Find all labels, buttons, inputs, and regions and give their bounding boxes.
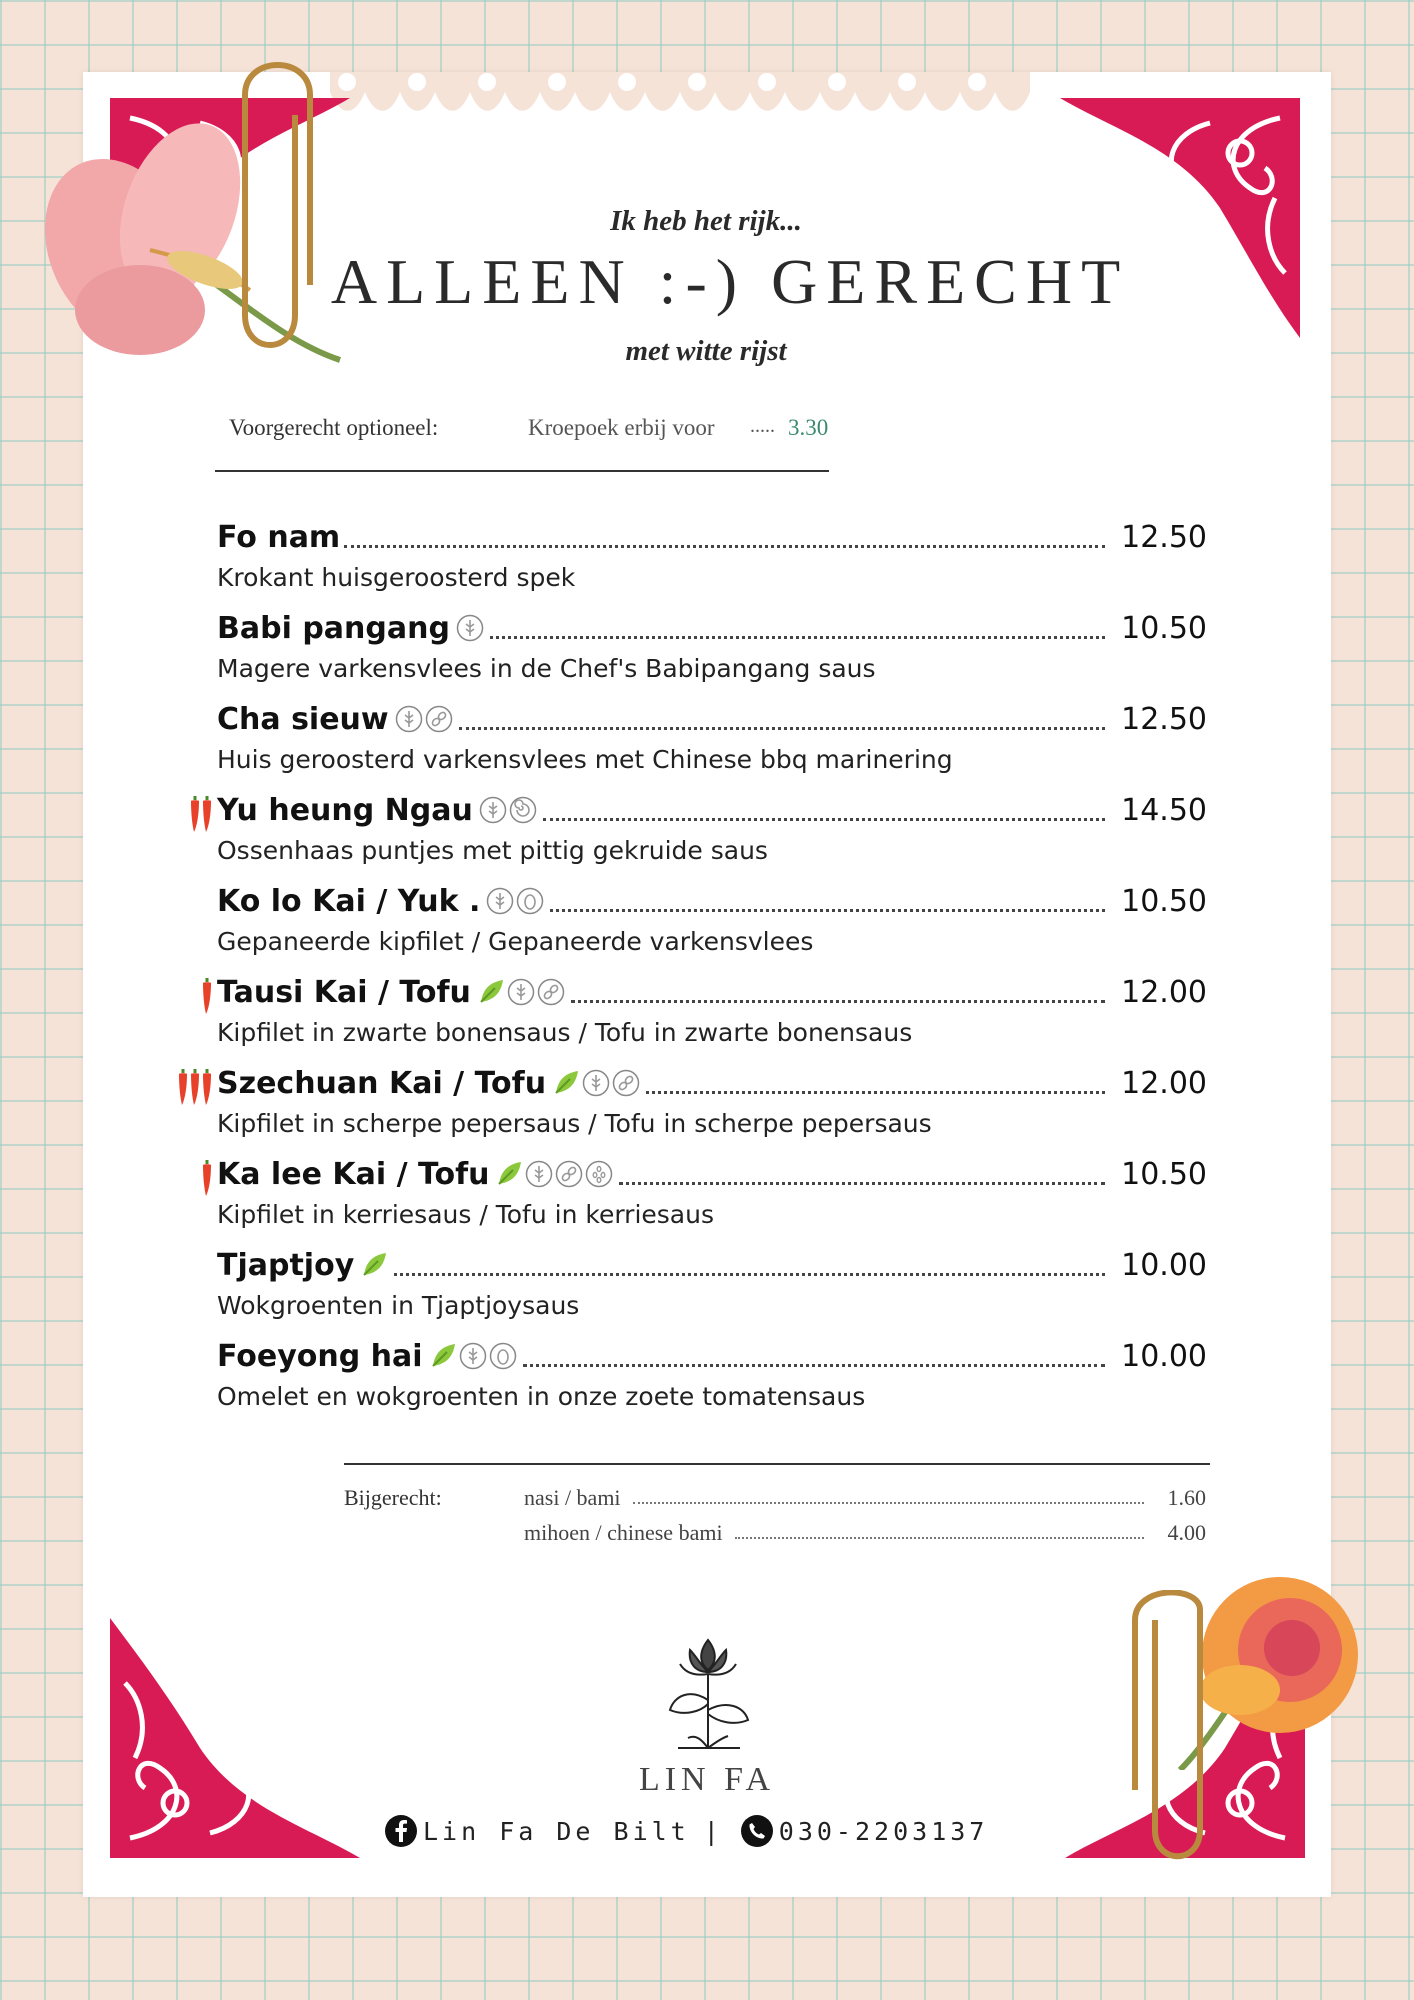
menu-item-price: 10.50 xyxy=(1121,1156,1207,1192)
menu-item xyxy=(217,1150,1207,1241)
menu-item-description: Kipfilet in kerriesaus / Tofu in kerriesaus xyxy=(217,1200,714,1229)
facebook-link[interactable]: Lin Fa De Bilt xyxy=(423,1816,690,1846)
vegetarian-leaf-icon xyxy=(495,1160,523,1188)
menu-item-price: 12.00 xyxy=(1121,974,1207,1010)
menu-item-description: Krokant huisgeroosterd spek xyxy=(217,563,576,592)
soy-icon xyxy=(537,978,565,1006)
wheat-icon xyxy=(395,705,423,733)
allergen-badges xyxy=(552,1069,642,1097)
chili-pepper-icon xyxy=(201,976,213,1016)
divider xyxy=(215,470,829,472)
ornament-corner-bottom-left xyxy=(110,1618,360,1858)
starter-price: 3.30 xyxy=(788,415,829,440)
allergen-badges xyxy=(395,705,455,733)
menu-item-name: Tjaptjoy xyxy=(217,1247,355,1283)
menu-item-name: Ko lo Kai / Yuk . xyxy=(217,883,481,919)
wheat-icon xyxy=(486,887,514,915)
menu-item-price: 10.50 xyxy=(1121,883,1207,919)
allergen-badges xyxy=(429,1342,519,1370)
chili-pepper-icon xyxy=(201,1067,213,1107)
menu-item-description: Wokgroenten in Tjaptjoysaus xyxy=(217,1291,580,1320)
menu-item-row xyxy=(217,604,1207,652)
menu-item-name: Foeyong hai xyxy=(217,1338,423,1374)
leader-dots xyxy=(459,727,1105,730)
wheat-icon xyxy=(507,978,535,1006)
side-item-name: nasi / bami xyxy=(524,1485,621,1510)
subtitle-bottom: met witte rijst xyxy=(625,335,787,367)
contact-line xyxy=(385,1813,988,1849)
sesame-icon xyxy=(585,1160,613,1188)
menu-item-row xyxy=(217,1059,1207,1107)
menu-item-row xyxy=(217,786,1207,834)
menu-item-description: Kipfilet in scherpe pepersaus / Tofu in scherpe pepersaus xyxy=(217,1109,932,1138)
wheat-icon xyxy=(459,1342,487,1370)
menu-item-description: Gepaneerde kipfilet / Gepaneerde varkensvlees xyxy=(217,927,814,956)
menu-item-row xyxy=(217,877,1207,925)
leader-dots xyxy=(490,636,1105,639)
spicy-indicator xyxy=(189,794,213,834)
menu-list xyxy=(217,513,1207,1423)
side-item xyxy=(524,1520,1206,1546)
subtitle-top: Ik heb het rijk... xyxy=(610,205,802,237)
menu-item-description: Omelet en wokgroenten in onze zoete tomatensaus xyxy=(217,1382,866,1411)
egg-icon xyxy=(516,887,544,915)
side-item-price: 4.00 xyxy=(1167,1520,1206,1545)
starter-item: Kroepoek erbij voor xyxy=(528,415,715,440)
menu-item-row xyxy=(217,1241,1207,1289)
soy-icon xyxy=(555,1160,583,1188)
divider xyxy=(344,1463,1210,1465)
menu-item-price: 10.50 xyxy=(1121,610,1207,646)
wheat-icon xyxy=(525,1160,553,1188)
menu-item xyxy=(217,695,1207,786)
menu-item-name: Ka lee Kai / Tofu xyxy=(217,1156,490,1192)
menu-item-name: Yu heung Ngau xyxy=(217,792,473,828)
chili-pepper-icon xyxy=(201,1158,213,1198)
wheat-icon xyxy=(479,796,507,824)
menu-item xyxy=(217,968,1207,1059)
menu-item xyxy=(217,786,1207,877)
wheat-icon xyxy=(582,1069,610,1097)
vegetarian-leaf-icon xyxy=(360,1251,388,1279)
menu-item-row xyxy=(217,1150,1207,1198)
menu-item-name: Tausi Kai / Tofu xyxy=(217,974,471,1010)
torn-paper-edge xyxy=(330,72,1030,152)
vegetarian-leaf-icon xyxy=(552,1069,580,1097)
menu-item-name: Babi pangang xyxy=(217,610,450,646)
paperclip-top xyxy=(215,55,325,380)
chili-pepper-icon xyxy=(177,1067,189,1107)
menu-item-price: 10.00 xyxy=(1121,1338,1207,1374)
menu-item-price: 12.50 xyxy=(1121,701,1207,737)
menu-item-description: Huis geroosterd varkensvlees met Chinese bbq marinering xyxy=(217,745,953,774)
facebook-icon[interactable] xyxy=(385,1815,417,1847)
menu-item-description: Kipfilet in zwarte bonensaus / Tofu in zwarte bonensaus xyxy=(217,1018,913,1047)
menu-item xyxy=(217,604,1207,695)
wheat-icon xyxy=(456,614,484,642)
menu-item-name: Cha sieuw xyxy=(217,701,389,737)
menu-item xyxy=(217,1332,1207,1423)
leader-dots xyxy=(619,1182,1105,1185)
allergen-badges xyxy=(486,887,546,915)
menu-item-row xyxy=(217,695,1207,743)
menu-item-description: Magere varkensvlees in de Chef's Babipangang saus xyxy=(217,654,876,683)
menu-item-price: 10.00 xyxy=(1121,1247,1207,1283)
spicy-indicator xyxy=(177,1067,213,1107)
allergen-badges xyxy=(360,1251,390,1279)
chili-pepper-icon xyxy=(201,794,213,834)
side-item-name: mihoen / chinese bami xyxy=(524,1520,723,1545)
egg-icon xyxy=(489,1342,517,1370)
soy-icon xyxy=(425,705,453,733)
spicy-indicator xyxy=(201,1158,213,1198)
menu-item-price: 14.50 xyxy=(1121,792,1207,828)
soy-icon xyxy=(612,1069,640,1097)
side-item xyxy=(524,1485,1206,1511)
side-dots xyxy=(633,1502,1144,1504)
leader-dots xyxy=(523,1364,1105,1367)
menu-item-description: Ossenhaas puntjes met pittig gekruide saus xyxy=(217,836,768,865)
spicy-indicator xyxy=(201,976,213,1016)
starter-label: Voorgerecht optioneel: xyxy=(229,415,439,440)
side-item-price: 1.60 xyxy=(1167,1485,1206,1510)
menu-item-row xyxy=(217,968,1207,1016)
menu-item-row xyxy=(217,1332,1207,1380)
leader-dots xyxy=(543,818,1105,821)
page-title: ALLEEN :-) GERECHT xyxy=(330,246,1130,317)
menu-item-row xyxy=(217,513,1207,561)
starter-dots: ..... xyxy=(750,415,775,437)
paperclip-bottom xyxy=(1115,1590,1230,1880)
leader-dots xyxy=(550,909,1105,912)
allergen-badges xyxy=(495,1160,615,1188)
vegetarian-leaf-icon xyxy=(477,978,505,1006)
menu-item-name: Fo nam xyxy=(217,519,341,555)
allergen-badges xyxy=(479,796,539,824)
brand-name: LIN FA xyxy=(638,1761,776,1798)
menu-item-name: Szechuan Kai / Tofu xyxy=(217,1065,547,1101)
chili-pepper-icon xyxy=(189,794,201,834)
leader-dots xyxy=(344,545,1105,548)
menu-item xyxy=(217,1059,1207,1150)
lotus-logo xyxy=(660,1630,756,1758)
sides-label: Bijgerecht: xyxy=(344,1485,442,1510)
menu-item xyxy=(217,513,1207,604)
menu-item xyxy=(217,1241,1207,1332)
leader-dots xyxy=(571,1000,1105,1003)
menu-item-price: 12.50 xyxy=(1121,519,1207,555)
chili-pepper-icon xyxy=(189,1067,201,1107)
allergen-badges xyxy=(477,978,567,1006)
vegetarian-leaf-icon xyxy=(429,1342,457,1370)
menu-item xyxy=(217,877,1207,968)
phone-number[interactable]: 030-2203137 xyxy=(778,1816,989,1846)
mollusc-icon xyxy=(509,796,537,824)
leader-dots xyxy=(394,1273,1105,1276)
leader-dots xyxy=(646,1091,1105,1094)
menu-item-price: 12.00 xyxy=(1121,1065,1207,1101)
side-dots xyxy=(735,1537,1144,1539)
allergen-badges xyxy=(456,614,486,642)
contact-separator: | xyxy=(703,1816,723,1846)
phone-icon[interactable] xyxy=(741,1815,773,1847)
